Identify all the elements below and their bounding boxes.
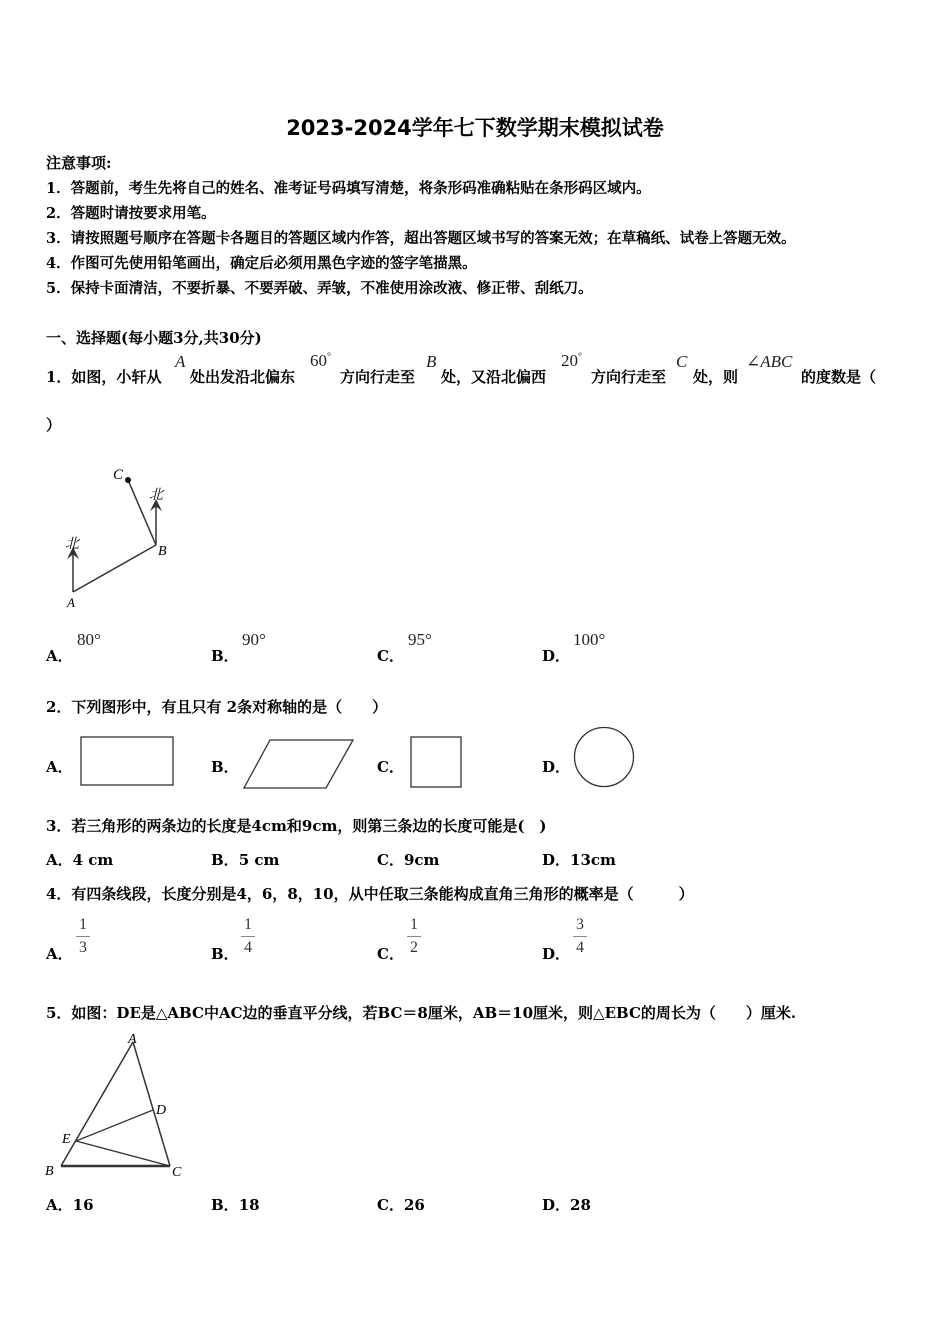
segment-ed xyxy=(76,1110,153,1141)
fig5-label-a: A xyxy=(128,1032,137,1047)
point-c-dot xyxy=(125,477,131,483)
q1-degree-1: 60° xyxy=(310,351,331,370)
notice-item-3: 3．请按照题号顺序在答题卡各题目的答题区域内作答，超出答题区域书写的答案无效；在草稿纸、试卷上答题无效。 xyxy=(46,230,796,247)
q1-text-3: 方向行走至 xyxy=(340,368,416,386)
q5-option-a[interactable]: A．16 xyxy=(46,1196,94,1214)
notice-item-1: 1．答题前，考生先将自己的姓名、准考证号码填写清楚，将条形码准确粘贴在条形码区域内。 xyxy=(46,180,651,197)
notice-heading: 注意事项: xyxy=(46,154,112,172)
q1-text-1: 1．如图，小轩从 xyxy=(46,368,162,386)
q5-text: 5．如图：DE是△ABC中AC边的垂直平分线，若BC＝8厘米，AB＝10厘米，则△EBC的周长为（ ）厘米. xyxy=(46,1004,797,1022)
q1-close-paren: ） xyxy=(46,416,62,434)
page-title: 2023-2024学年七下数学期末模拟试卷 xyxy=(286,116,664,140)
q3-option-b[interactable]: B．5 cm xyxy=(211,851,280,869)
q2-option-d-circle[interactable] xyxy=(572,725,636,789)
q1-direction-figure xyxy=(55,460,185,615)
q2-option-c-square[interactable] xyxy=(410,736,464,790)
q1-option-c-value[interactable]: 95° xyxy=(408,630,432,649)
q2-option-d-label: D． xyxy=(542,758,571,776)
q5-triangle-figure xyxy=(40,1028,200,1183)
fig5-label-d: D xyxy=(156,1103,167,1118)
q1-degree-2: 20° xyxy=(561,351,582,370)
q4-option-a-label: A． xyxy=(46,945,73,963)
q4-option-d-label: D． xyxy=(542,945,571,963)
q2-option-a-rectangle[interactable] xyxy=(80,736,176,788)
q1-option-c-label: C． xyxy=(377,647,404,665)
q4-option-c-fraction[interactable]: 1 2 xyxy=(407,916,421,957)
q1-point-b: B xyxy=(426,352,437,371)
q1-option-b-value[interactable]: 90° xyxy=(242,630,266,649)
q5-option-d[interactable]: D．28 xyxy=(542,1196,591,1214)
q3-option-d[interactable]: D．13cm xyxy=(542,851,616,869)
fig1-north-a: 北 xyxy=(65,536,79,552)
fig5-label-c: C xyxy=(172,1165,182,1180)
q4-option-b-label: B． xyxy=(211,945,239,963)
q5-option-c[interactable]: C．26 xyxy=(377,1196,425,1214)
q1-text-5: 方向行走至 xyxy=(591,368,667,386)
q1-text-4: 处，又沿北偏西 xyxy=(441,368,547,386)
fig1-north-b: 北 xyxy=(149,487,163,503)
notice-item-2: 2．答题时请按要求用笔。 xyxy=(46,205,216,222)
q1-option-a-label: A． xyxy=(46,647,73,665)
q1-point-a: A xyxy=(175,352,186,371)
q1-option-d-label: D． xyxy=(542,647,571,665)
q3-option-a[interactable]: A．4 cm xyxy=(46,851,114,869)
notice-item-5: 5．保持卡面清洁，不要折暴、不要弄破、弄皱，不准使用涂改液、修正带、刮纸刀。 xyxy=(46,280,593,297)
segment-ab xyxy=(61,1042,133,1166)
q2-option-b-parallelogram[interactable] xyxy=(242,738,356,790)
segment-ab xyxy=(73,545,156,592)
q5-option-b[interactable]: B．18 xyxy=(211,1196,260,1214)
notice-item-4: 4．作图可先使用铅笔画出，确定后必须用黑色字迹的签字笔描黑。 xyxy=(46,255,477,272)
fig5-label-b: B xyxy=(45,1164,54,1179)
q1-point-c: C xyxy=(676,352,688,371)
q1-text-6: 处，则 xyxy=(693,368,739,386)
q1-text-2: 处出发沿北偏东 xyxy=(190,368,296,386)
q4-text: 4．有四条线段，长度分别是4，6，8，10，从中任取三条能构成直角三角形的概率是（ ） xyxy=(46,885,694,903)
fig1-label-a: A xyxy=(67,595,75,610)
section-heading: 一、选择题(每小题3分,共30分) xyxy=(46,329,262,347)
q1-option-b-label: B． xyxy=(211,647,239,665)
q4-option-b-fraction[interactable]: 1 4 xyxy=(241,916,255,957)
q2-option-c-label: C． xyxy=(377,758,404,776)
q1-angle: ∠ABC xyxy=(746,352,793,371)
fig1-label-b: B xyxy=(158,544,167,559)
q3-option-c[interactable]: C．9cm xyxy=(377,851,440,869)
fig1-label-c: C xyxy=(113,467,124,483)
segment-ec xyxy=(76,1141,170,1166)
q1-option-d-value[interactable]: 100° xyxy=(573,630,606,649)
q4-option-c-label: C． xyxy=(377,945,404,963)
q4-option-d-fraction[interactable]: 3 4 xyxy=(573,916,587,957)
q2-option-a-label: A． xyxy=(46,758,73,776)
q3-text: 3．若三角形的两条边的长度是4cm和9cm，则第三条边的长度可能是( ) xyxy=(46,817,547,835)
q4-option-a-fraction[interactable]: 1 3 xyxy=(76,916,90,957)
fig5-label-e: E xyxy=(62,1132,71,1147)
q1-text-7: 的度数是（ xyxy=(801,368,877,386)
q1-option-a-value[interactable]: 80° xyxy=(77,630,101,649)
q2-option-b-label: B． xyxy=(211,758,239,776)
q2-text: 2．下列图形中，有且只有 2条对称轴的是（ ） xyxy=(46,698,388,716)
